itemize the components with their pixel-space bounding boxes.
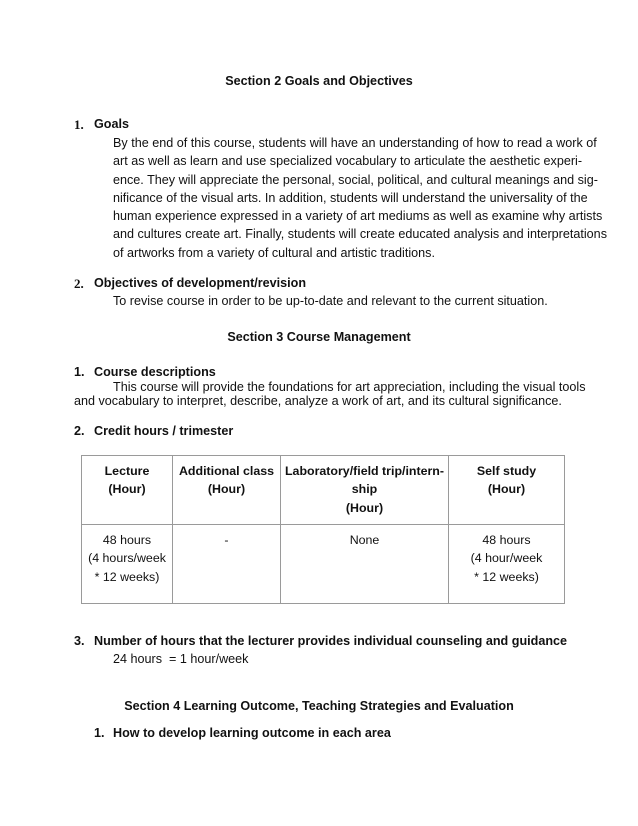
goals-line: ence. They will appreciate the personal, social, political, and cultural meanings and sig- <box>113 172 598 187</box>
goals-line: art as well as learn and use specialized vocabulary to articulate the aesthetic experi- <box>113 154 583 169</box>
goals-line: of artworks from a variety of cultural and artistic traditions. <box>113 245 435 260</box>
header-laboratory: Laboratory/field trip/intern- ship (Hour) <box>281 456 449 525</box>
section-3-title: Section 3 Course Management <box>227 330 411 344</box>
goals-paragraph <box>113 134 607 262</box>
descriptions-heading: Course descriptions <box>94 365 216 379</box>
objectives-text: To revise course in order to be up-to-date and relevant to the current situation. <box>113 294 548 308</box>
header-self-study: Self study (Hour) <box>449 456 565 525</box>
descriptions-line-1: This course will provide the foundations for art appreciation, including the visual tools <box>113 380 586 394</box>
counseling-number: 3. <box>74 634 85 648</box>
goals-heading: Goals <box>94 117 129 131</box>
descriptions-number: 1. <box>74 365 85 379</box>
outcome-heading: How to develop learning outcome in each area <box>113 726 391 740</box>
section-4-title: Section 4 Learning Outcome, Teaching Strategies and Evaluation <box>124 699 514 713</box>
goals-number: 1. <box>74 117 84 132</box>
table-header-row <box>82 456 565 525</box>
cell-additional-class: - <box>173 525 281 604</box>
goals-line: nificance of the visual arts. In addition, students will understand the universality of the <box>113 190 588 205</box>
credit-heading: Credit hours / trimester <box>94 424 234 438</box>
cell-self-study: 48 hours (4 hour/week * 12 weeks) <box>449 525 565 604</box>
cell-laboratory: None <box>281 525 449 604</box>
credit-number: 2. <box>74 424 85 438</box>
header-lecture: Lecture (Hour) <box>82 456 173 525</box>
section-2-title: Section 2 Goals and Objectives <box>225 74 413 88</box>
cell-lecture: 48 hours (4 hours/week * 12 weeks) <box>82 525 173 604</box>
goals-line: human experience expressed in a variety of art mediums as well as examine why artists <box>113 209 603 224</box>
header-additional-class: Additional class (Hour) <box>173 456 281 525</box>
counseling-heading: Number of hours that the lecturer provides individual counseling and guidance <box>94 634 568 648</box>
counseling-text: 24 hours = 1 hour/week <box>113 652 249 666</box>
objectives-heading: Objectives of development/revision <box>94 276 307 290</box>
goals-line: By the end of this course, students will have an understanding of how to read a work of <box>113 136 597 150</box>
outcome-number: 1. <box>94 726 105 740</box>
credit-hours-table <box>81 455 565 604</box>
goals-line: and cultures create art. Finally, students will create educated analysis and interpretations <box>113 227 607 242</box>
table-row <box>82 525 565 604</box>
objectives-number: 2. <box>74 276 84 291</box>
descriptions-line-2: and vocabulary to interpret, describe, analyze a work of art, and its cultural significance. <box>74 394 562 408</box>
